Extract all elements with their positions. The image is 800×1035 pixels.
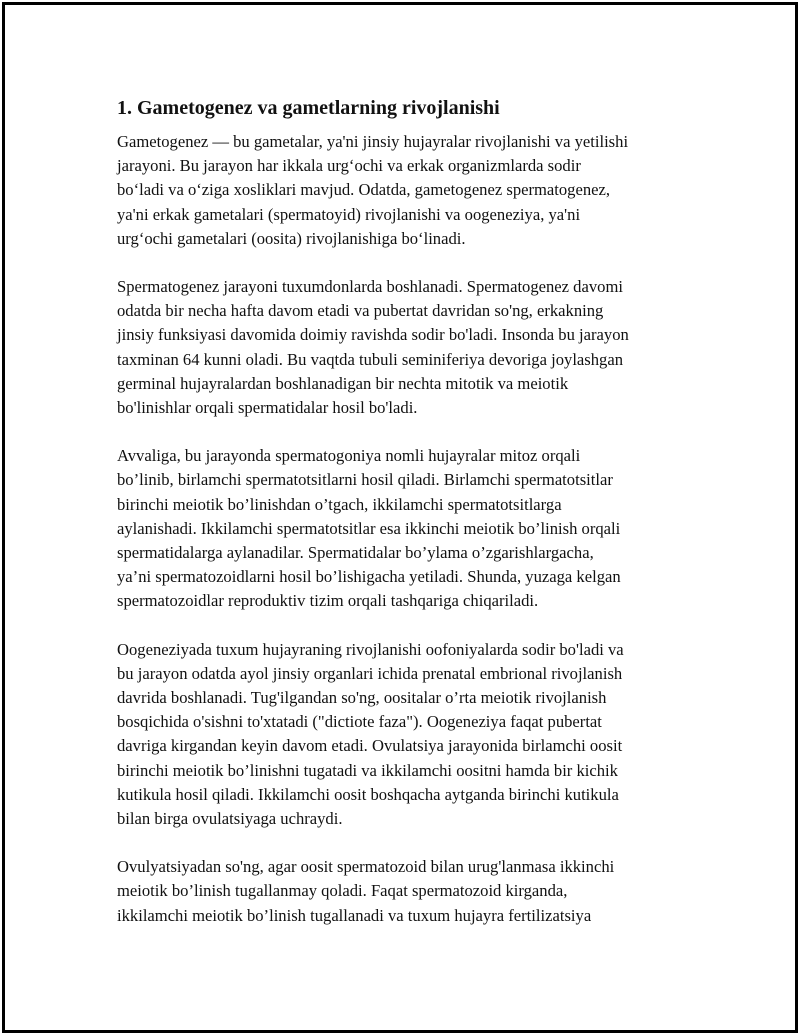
text-line: ya'ni erkak gametalari (spermatoyid) rivojlanishi va oogeneziya, ya'ni	[117, 204, 581, 224]
text-line: odatda bir necha hafta davom etadi va pubertat davridan so'ng, erkakning	[117, 301, 604, 321]
paragraph-ovulation	[117, 855, 687, 928]
section-heading: 1. Gametogenez va gametlarning rivojlanishi	[117, 97, 500, 119]
text-line: spermatozoidlar reproduktiv tizim orqali tashqariga chiqariladi.	[117, 591, 539, 611]
paragraph-spermatogenesis	[117, 275, 687, 420]
text-line: jinsiy funksiyasi davomida doimiy ravishda sodir bo'ladi. Insonda bu jarayon	[117, 325, 629, 345]
text-line: Avvaliga, bu jarayonda spermatogoniya nomli hujayralar mitoz orqali	[117, 446, 581, 466]
document-body	[117, 96, 687, 952]
text-line: Ovulyatsiyadan so'ng, agar oosit spermatozoid bilan urug'lanmasa ikkinchi	[117, 857, 615, 877]
text-line: bu jarayon odatda ayol jinsiy organlari ichida prenatal embrional rivojlanish	[117, 663, 623, 683]
text-line: davrida boshlanadi. Tug'ilgandan so'ng, oositalar o’rta meiotik rivojlanish	[117, 688, 607, 708]
text-line: meiotik bo’linish tugallanmay qoladi. Faqat spermatozoid kirganda,	[117, 881, 568, 901]
paragraph-oogenesis	[117, 638, 687, 832]
text-line: davriga kirgandan keyin davom etadi. Ovulatsiya jarayonida birlamchi oosit	[117, 736, 623, 756]
text-line: ya’ni spermatozoidlarni hosil bo’lishigacha yetiladi. Shunda, yuzaga kelgan	[117, 567, 621, 587]
text-line: taxminan 64 kunni oladi. Bu vaqtda tubuli seminiferiya devoriga joylashgan	[117, 349, 624, 369]
text-line: bo’linib, birlamchi spermatotsitlarni hosil qiladi. Birlamchi spermatotsitlar	[117, 470, 613, 490]
text-line: Spermatogenez jarayoni tuxumdonlarda boshlanadi. Spermatogenez davomi	[117, 277, 623, 297]
text-line: bilan birga ovulatsiyaga uchraydi.	[117, 809, 343, 829]
paragraph-spermatocytes	[117, 444, 687, 613]
text-line: Gametogenez — bu gametalar, ya'ni jinsiy hujayralar rivojlanishi va yetilishi	[117, 132, 629, 151]
text-line: urg‘ochi gametalari (oosita) rivojlanishiga bo‘linadi.	[117, 228, 466, 248]
text-line: ikkilamchi meiotik bo’linish tugallanadi va tuxum hujayra fertilizatsiya	[117, 905, 592, 925]
text-line: bo‘ladi va o‘ziga xosliklari mavjud. Odatda, gametogenez spermatogenez,	[117, 180, 611, 200]
text-line: bo'linishlar orqali spermatidalar hosil bo'ladi.	[117, 398, 418, 418]
text-line: spermatidalarga aylanadilar. Spermatidalar bo’ylama o’zgarishlargacha,	[117, 543, 594, 563]
text-line: bosqichida o'sishni to'xtatadi ("dictiote faza"). Oogeneziya faqat pubertat	[117, 712, 602, 732]
text-line: jarayoni. Bu jarayon har ikkala urg‘ochi va erkak organizmlarda sodir	[117, 156, 581, 176]
text-line: kutikula hosil qiladi. Ikkilamchi oosit boshqacha aytganda birinchi kutikula	[117, 784, 619, 804]
text-line: birinchi meiotik bo’linishni tugatadi va ikkilamchi oositni hamda bir kichik	[117, 760, 618, 780]
text-line: birinchi meiotik bo’linishdan o’tgach, ikkilamchi spermatotsitlarga	[117, 494, 562, 514]
text-line: germinal hujayralardan boshlanadigan bir nechta mitotik va meiotik	[117, 373, 569, 393]
text-line: Oogeneziyada tuxum hujayraning rivojlanishi oofoniyalarda sodir bo'ladi va	[117, 639, 624, 659]
text-line: aylanishadi. Ikkilamchi spermatotsitlar esa ikkinchi meiotik bo’linish orqali	[117, 518, 621, 538]
paragraph-gametogenesis	[117, 130, 687, 251]
